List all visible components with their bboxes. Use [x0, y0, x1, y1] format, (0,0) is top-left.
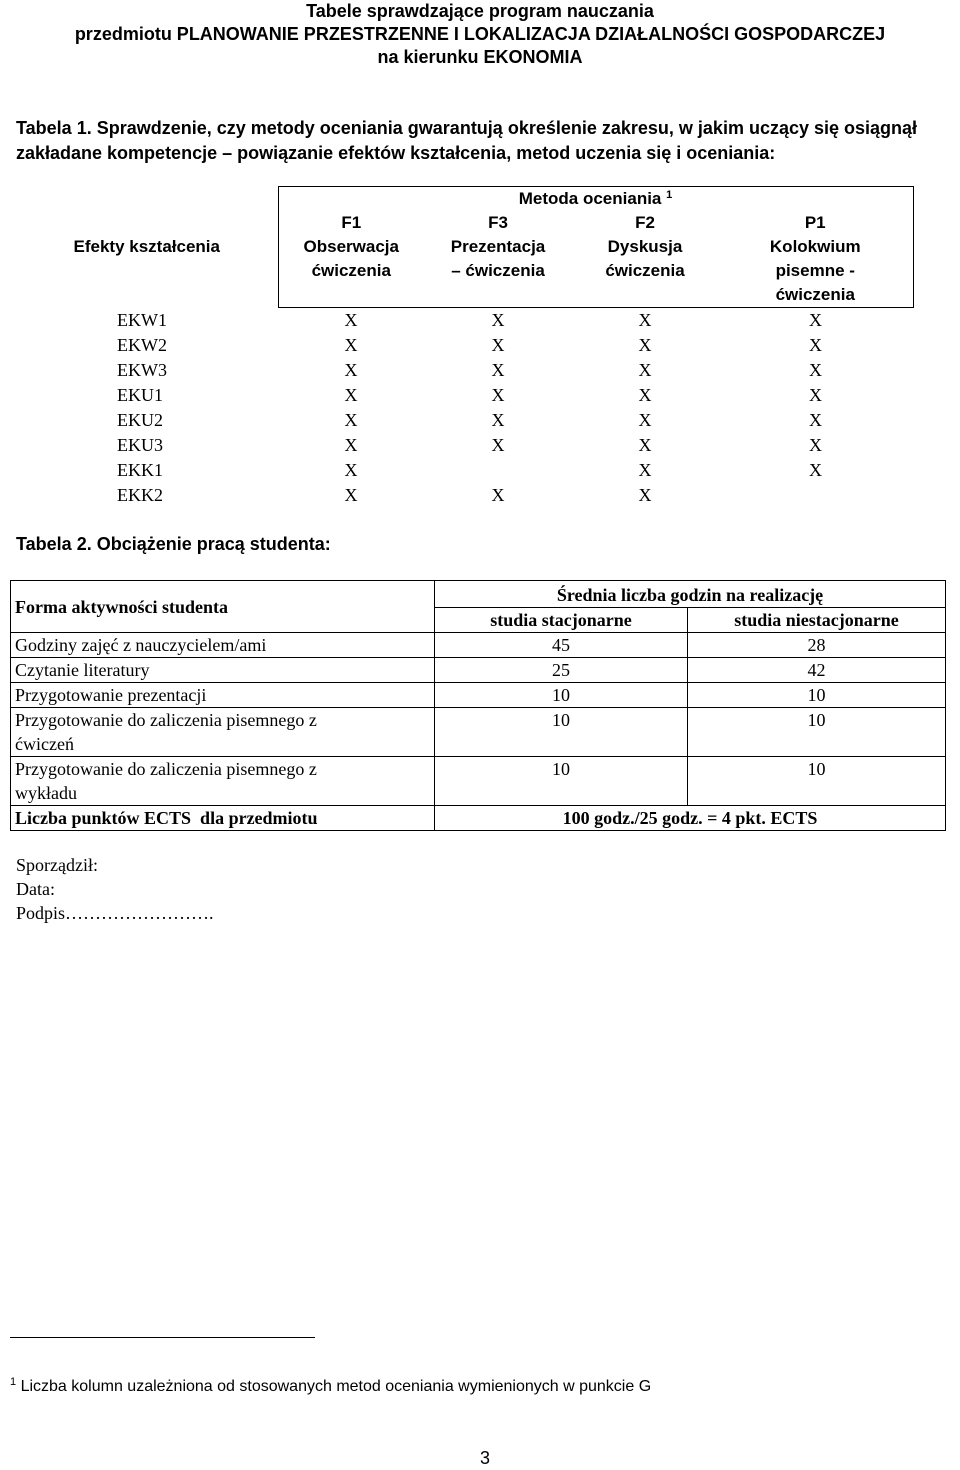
mark-cell: X	[344, 460, 358, 480]
activity-name: Przygotowanie prezentacji	[11, 683, 435, 708]
header-line-2: przedmiotu PLANOWANIE PRZESTRZENNE I LOKALIZACJA DZIAŁALNOŚCI GOSPODARCZEJ	[74, 24, 886, 44]
table-row	[16, 433, 913, 458]
mark-cell: X	[344, 310, 358, 330]
mark-cell: X	[809, 385, 822, 405]
activity-column-header: Forma aktywności studenta	[11, 581, 435, 633]
average-hours-header: Średnia liczba godzin na realizację	[435, 581, 946, 608]
effect-code: EKW2	[117, 335, 167, 355]
mark-cell: X	[491, 310, 505, 330]
mark-cell: X	[344, 335, 358, 355]
mark-cell: X	[638, 310, 652, 330]
table-row	[11, 806, 946, 831]
mark-cell: X	[638, 485, 652, 505]
table1-caption-line-1: Tabela 1. Sprawdzenie, czy metody oceniania gwarantują określenie zakresu, w jakim uczący się osiągnął	[16, 118, 918, 138]
mark-cell: X	[638, 335, 652, 355]
effect-code: EKW1	[117, 309, 167, 330]
date-label: Data:	[16, 879, 55, 899]
table-row	[16, 383, 913, 408]
mark-cell: X	[809, 310, 822, 330]
activity-name: Przygotowanie do zaliczenia pisemnego z wykładu	[11, 757, 435, 806]
table-row	[16, 458, 913, 483]
page-number: 3	[479, 1448, 490, 1468]
table2-caption: Tabela 2. Obciążenie pracą studenta:	[16, 534, 331, 554]
footnote-mark: 1	[10, 1376, 17, 1388]
part-time-hours: 10	[688, 683, 946, 708]
footnote	[10, 1378, 651, 1396]
table-row	[16, 483, 913, 508]
table-row	[11, 658, 946, 683]
effect-code: EKU1	[117, 385, 163, 405]
table-row	[11, 757, 946, 806]
full-time-header: studia stacjonarne	[435, 608, 688, 633]
table-row	[16, 333, 913, 358]
table-row	[16, 408, 913, 433]
mark-cell: X	[638, 360, 652, 380]
mark-cell: X	[809, 360, 822, 380]
method-code: P1	[804, 213, 826, 232]
part-time-header: studia niestacjonarne	[688, 608, 946, 633]
mark-cell: X	[638, 435, 652, 455]
activity-name: Czytanie literatury	[11, 658, 435, 683]
mark-cell: X	[491, 335, 505, 355]
method-name: Dyskusja	[607, 237, 683, 256]
mark-cell	[424, 458, 572, 483]
method-header-f2	[572, 211, 718, 308]
method-code: F1	[341, 213, 362, 232]
method-header-p1	[718, 211, 913, 308]
method-sub: ćwiczenia	[605, 261, 685, 280]
method-name: Obserwacja	[303, 237, 399, 256]
mark-cell: X	[344, 410, 358, 430]
mark-cell: X	[809, 335, 822, 355]
method-name: Prezentacja	[450, 237, 546, 256]
effect-code: EKK2	[117, 485, 163, 505]
mark-cell: X	[344, 360, 358, 380]
activity-name: Godziny zajęć z nauczycielem/ami	[11, 633, 435, 658]
full-time-hours: 10	[435, 708, 688, 757]
method-sub-2: ćwiczenia	[775, 285, 855, 304]
mark-cell: X	[344, 485, 358, 505]
signature-block	[16, 853, 214, 925]
activity-name: Przygotowanie do zaliczenia pisemnego z ćwiczeń	[11, 708, 435, 757]
method-name: Kolokwium	[769, 237, 861, 256]
table-row	[11, 633, 946, 658]
assessment-methods-table	[16, 186, 914, 508]
ects-value: 100 godz./25 godz. = 4 pkt. ECTS	[435, 806, 946, 831]
effects-column-header: Efekty kształcenia	[73, 237, 220, 256]
mark-cell: X	[491, 385, 505, 405]
method-sub: pisemne -	[775, 261, 855, 280]
mark-cell: X	[344, 435, 358, 455]
method-sub: – ćwiczenia	[451, 261, 545, 280]
prepared-by-label: Sporządził:	[16, 855, 98, 875]
effect-code: EKW3	[117, 360, 167, 380]
method-header-f3	[424, 211, 572, 308]
mark-cell: X	[809, 460, 822, 480]
effect-code: EKU2	[117, 410, 163, 430]
mark-cell: X	[491, 410, 505, 430]
part-time-hours: 42	[688, 658, 946, 683]
mark-cell: X	[638, 460, 652, 480]
part-time-hours: 10	[688, 757, 946, 806]
table1-caption	[16, 116, 956, 166]
method-code: F2	[635, 213, 655, 232]
table-row	[11, 708, 946, 757]
mark-cell: X	[809, 435, 822, 455]
footnote-separator	[10, 1337, 315, 1338]
table-row	[11, 683, 946, 708]
mark-cell: X	[809, 410, 822, 430]
full-time-hours: 10	[435, 683, 688, 708]
part-time-hours: 28	[688, 633, 946, 658]
document-header	[0, 0, 960, 69]
mark-cell: X	[638, 385, 652, 405]
assessment-method-label: Metoda oceniania	[518, 189, 662, 208]
full-time-hours: 45	[435, 633, 688, 658]
assessment-method-group-header	[278, 187, 913, 212]
header-line-1: Tabele sprawdzające program nauczania	[306, 1, 654, 21]
method-code: F3	[488, 213, 508, 232]
mark-cell: X	[491, 485, 505, 505]
full-time-hours: 25	[435, 658, 688, 683]
method-sub: ćwiczenia	[311, 261, 391, 280]
part-time-hours: 10	[688, 708, 946, 757]
mark-cell: X	[638, 410, 652, 430]
mark-cell: X	[491, 360, 505, 380]
ects-label: Liczba punktów ECTS dla przedmiotu	[11, 806, 435, 831]
table-row	[16, 358, 913, 383]
effect-code: EKU3	[117, 435, 163, 455]
table1-caption-line-2: zakładane kompetencje – powiązanie efektów kształcenia, metod uczenia się i oceniania:	[16, 143, 776, 163]
method-header-f1	[278, 211, 424, 308]
footnote-reference: 1	[666, 189, 673, 201]
table-row	[16, 308, 913, 334]
mark-cell	[718, 483, 913, 508]
mark-cell: X	[491, 435, 505, 455]
student-workload-table	[10, 580, 946, 831]
signature-label: Podpis…………………….	[16, 903, 214, 923]
header-line-3: na kierunku EKONOMIA	[377, 47, 583, 67]
mark-cell: X	[344, 385, 358, 405]
footnote-text: Liczba kolumn uzależniona od stosowanych metod oceniania wymienionych w punkcie G	[20, 1378, 652, 1395]
full-time-hours: 10	[435, 757, 688, 806]
effect-code: EKK1	[117, 460, 163, 480]
